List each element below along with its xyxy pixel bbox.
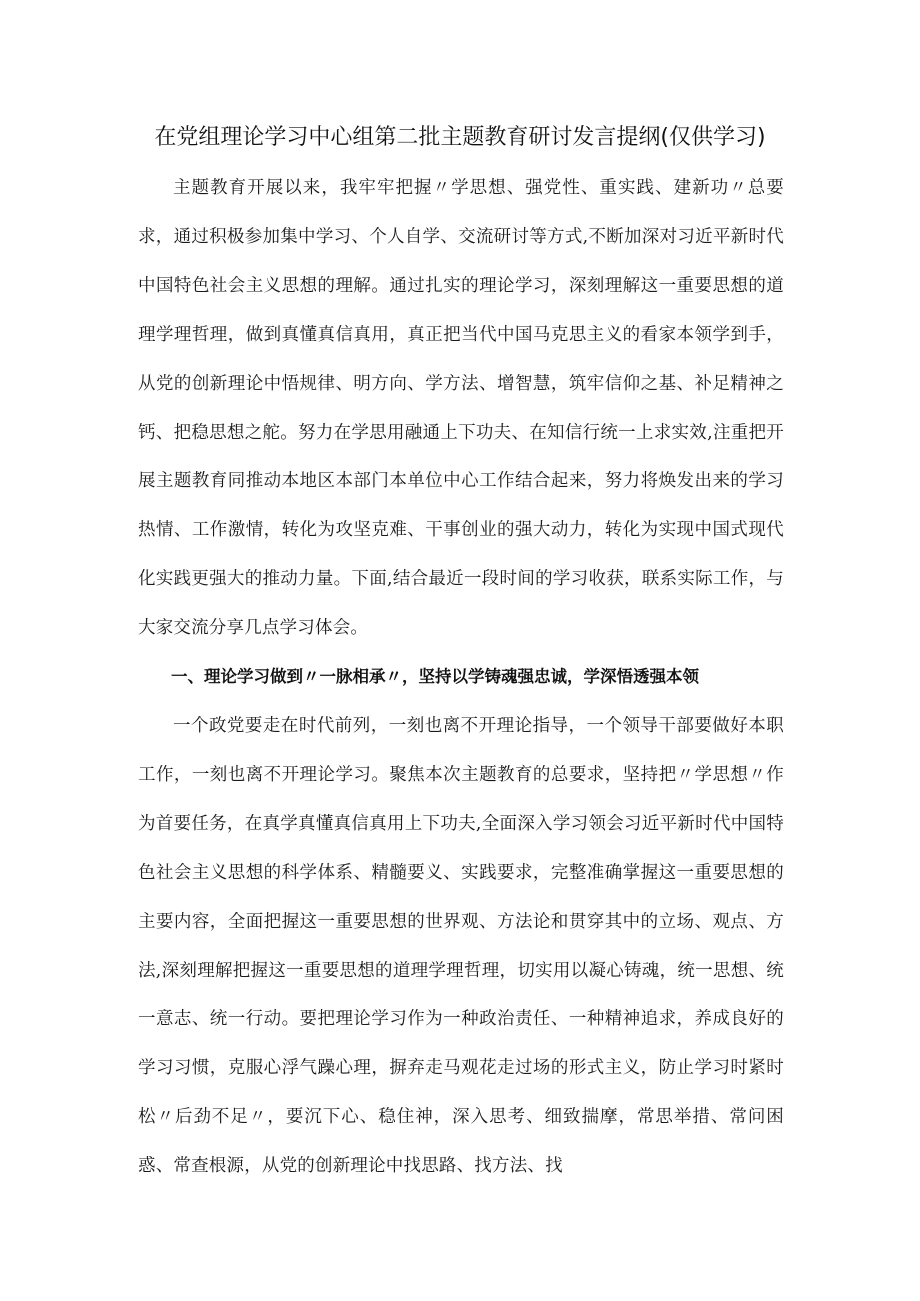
document-title: 在党组理论学习中心组第二批主题教育研讨发言提纲(仅供学习) — [154, 125, 766, 150]
intro-paragraph: 主题教育开展以来，我牢牢把握〃学思想、强党性、重实践、建新功〃总要求，通过积极参加集中学习、个人自学、交流研讨等方式,不断加深对习近平新时代中国特色社会主义思想的理解。通过扎实的理论学习，深刻理解这一重要思想的道理学理哲理，做到真懂真信真用，真正把当代中国马克思主义的看家本领学到手，从党的创新理论中悟规律、明方向、学方法、增智慧，筑牢信仰之基、补足精神之钙、把稳思想之舵。努力在学思用融通上下功夫、在知信行统一上求实效,注重把开展主题教育同推动本地区本部门本单位中心工作结合起来，努力将焕发出来的学习热情、工作激情，转化为攻坚克难、干事创业的强大动力，转化为实现中国式现代化实践更强大的推动力量。下面,结合最近一段时间的学习收获，联系实际工作，与大家交流分享几点学习体会。 — [138, 178, 784, 639]
section-heading-1: 一、理论学习做到〃一脉相承〃，坚持以学铸魂强忠诚，学深悟透强本领 — [171, 667, 699, 687]
document-body — [138, 164, 784, 1191]
section-1-paragraph: 一个政党要走在时代前列，一刻也离不开理论指导，一个领导干部要做好本职工作，一刻也离不开理论学习。聚焦本次主题教育的总要求，坚持把〃学思想〃作为首要任务，在真学真懂真信真用上下功夫,全面深入学习领会习近平新时代中国特色社会主义思想的科学体系、精髓要义、实践要求，完整准确掌握这一重要思想的主要内容，全面把握这一重要思想的世界观、方法论和贯穿其中的立场、观点、方法,深刻理解把握这一重要思想的道理学理哲理，切实用以凝心铸魂，统一思想、统一意志、统一行动。要把理论学习作为一种政治责任、一种精神追求，养成良好的学习习惯，克服心浮气躁心理，摒弃走马观花走过场的形式主义，防止学习时紧时松〃后劲不足〃，要沉下心、稳住神，深入思考、细致揣摩，常思举措、常问困惑、常查根源，从党的创新理论中找思路、找方法、找 — [138, 715, 784, 1177]
